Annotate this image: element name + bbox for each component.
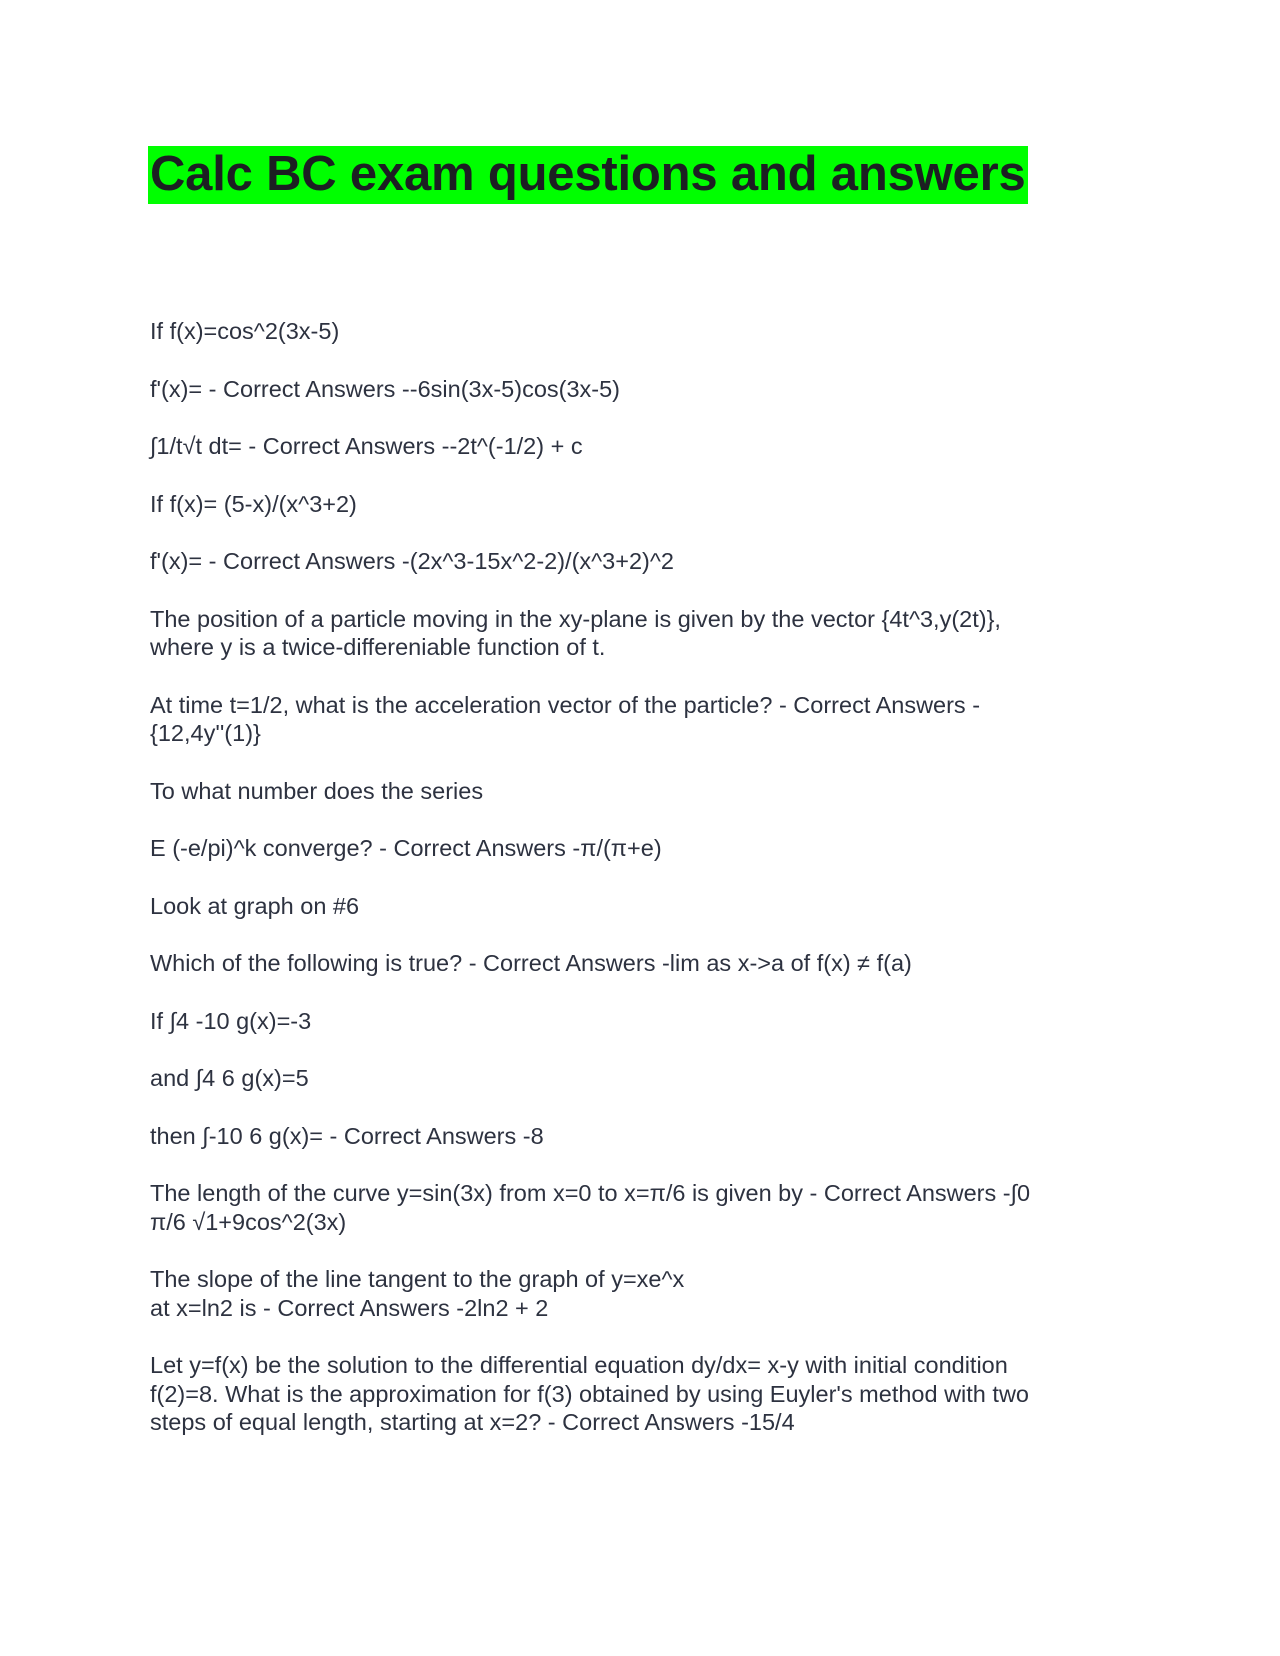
- paragraph: If ∫4 -10 g(x)=-3: [150, 1007, 312, 1034]
- paragraph: f'(x)= - Correct Answers -(2x^3-15x^2-2)/(x^3+2)^2: [150, 548, 674, 574]
- paragraph: Look at graph on #6: [150, 892, 360, 919]
- paragraph: Which of the following is true? - Correct Answers -lim as x->a of f(x) ≠ f(a): [150, 950, 912, 976]
- paragraph: E (-e/pi)^k converge? - Correct Answers -π/(π+e): [150, 835, 662, 861]
- paragraph: The position of a particle moving in the xy-plane is given by the vector {4t^3,y(2t)}, where y is a twice-differeniable function of t.: [150, 605, 1001, 660]
- paragraph: If f(x)= (5-x)/(x^3+2): [150, 490, 357, 517]
- paragraph: If f(x)=cos^2(3x-5): [150, 318, 340, 344]
- paragraph: Let y=f(x) be the solution to the differential equation dy/dx= x-y with initial condition f(2)=8. What is the approximation for f(3) obtained by using Euyler's method with two steps of equal length, starting at x=2? - Correct Answers -15/4: [150, 1352, 1029, 1435]
- paragraph: then ∫-10 6 g(x)= - Correct Answers -8: [150, 1122, 544, 1149]
- paragraph: and ∫4 6 g(x)=5: [150, 1065, 309, 1091]
- document-page: [150, 146, 1100, 1466]
- paragraph: To what number does the series: [150, 777, 484, 804]
- paragraph: The length of the curve y=sin(3x) from x=0 to x=π/6 is given by - Correct Answers -∫0 π/6 √1+9cos^2(3x): [150, 1180, 1031, 1235]
- paragraph: At time t=1/2, what is the acceleration vector of the particle? - Correct Answers - {12,4y''(1)}: [150, 691, 981, 746]
- document-title: Calc BC exam questions and answers: [148, 146, 1028, 204]
- paragraph: f'(x)= - Correct Answers --6sin(3x-5)cos(3x-5): [150, 375, 620, 402]
- document-content: [150, 317, 1100, 1437]
- paragraph: ∫1/t√t dt= - Correct Answers --2t^(-1/2) + c: [150, 433, 583, 459]
- paragraph: The slope of the line tangent to the graph of y=xe^x at x=ln2 is - Correct Answers -2ln2 + 2: [150, 1266, 685, 1321]
